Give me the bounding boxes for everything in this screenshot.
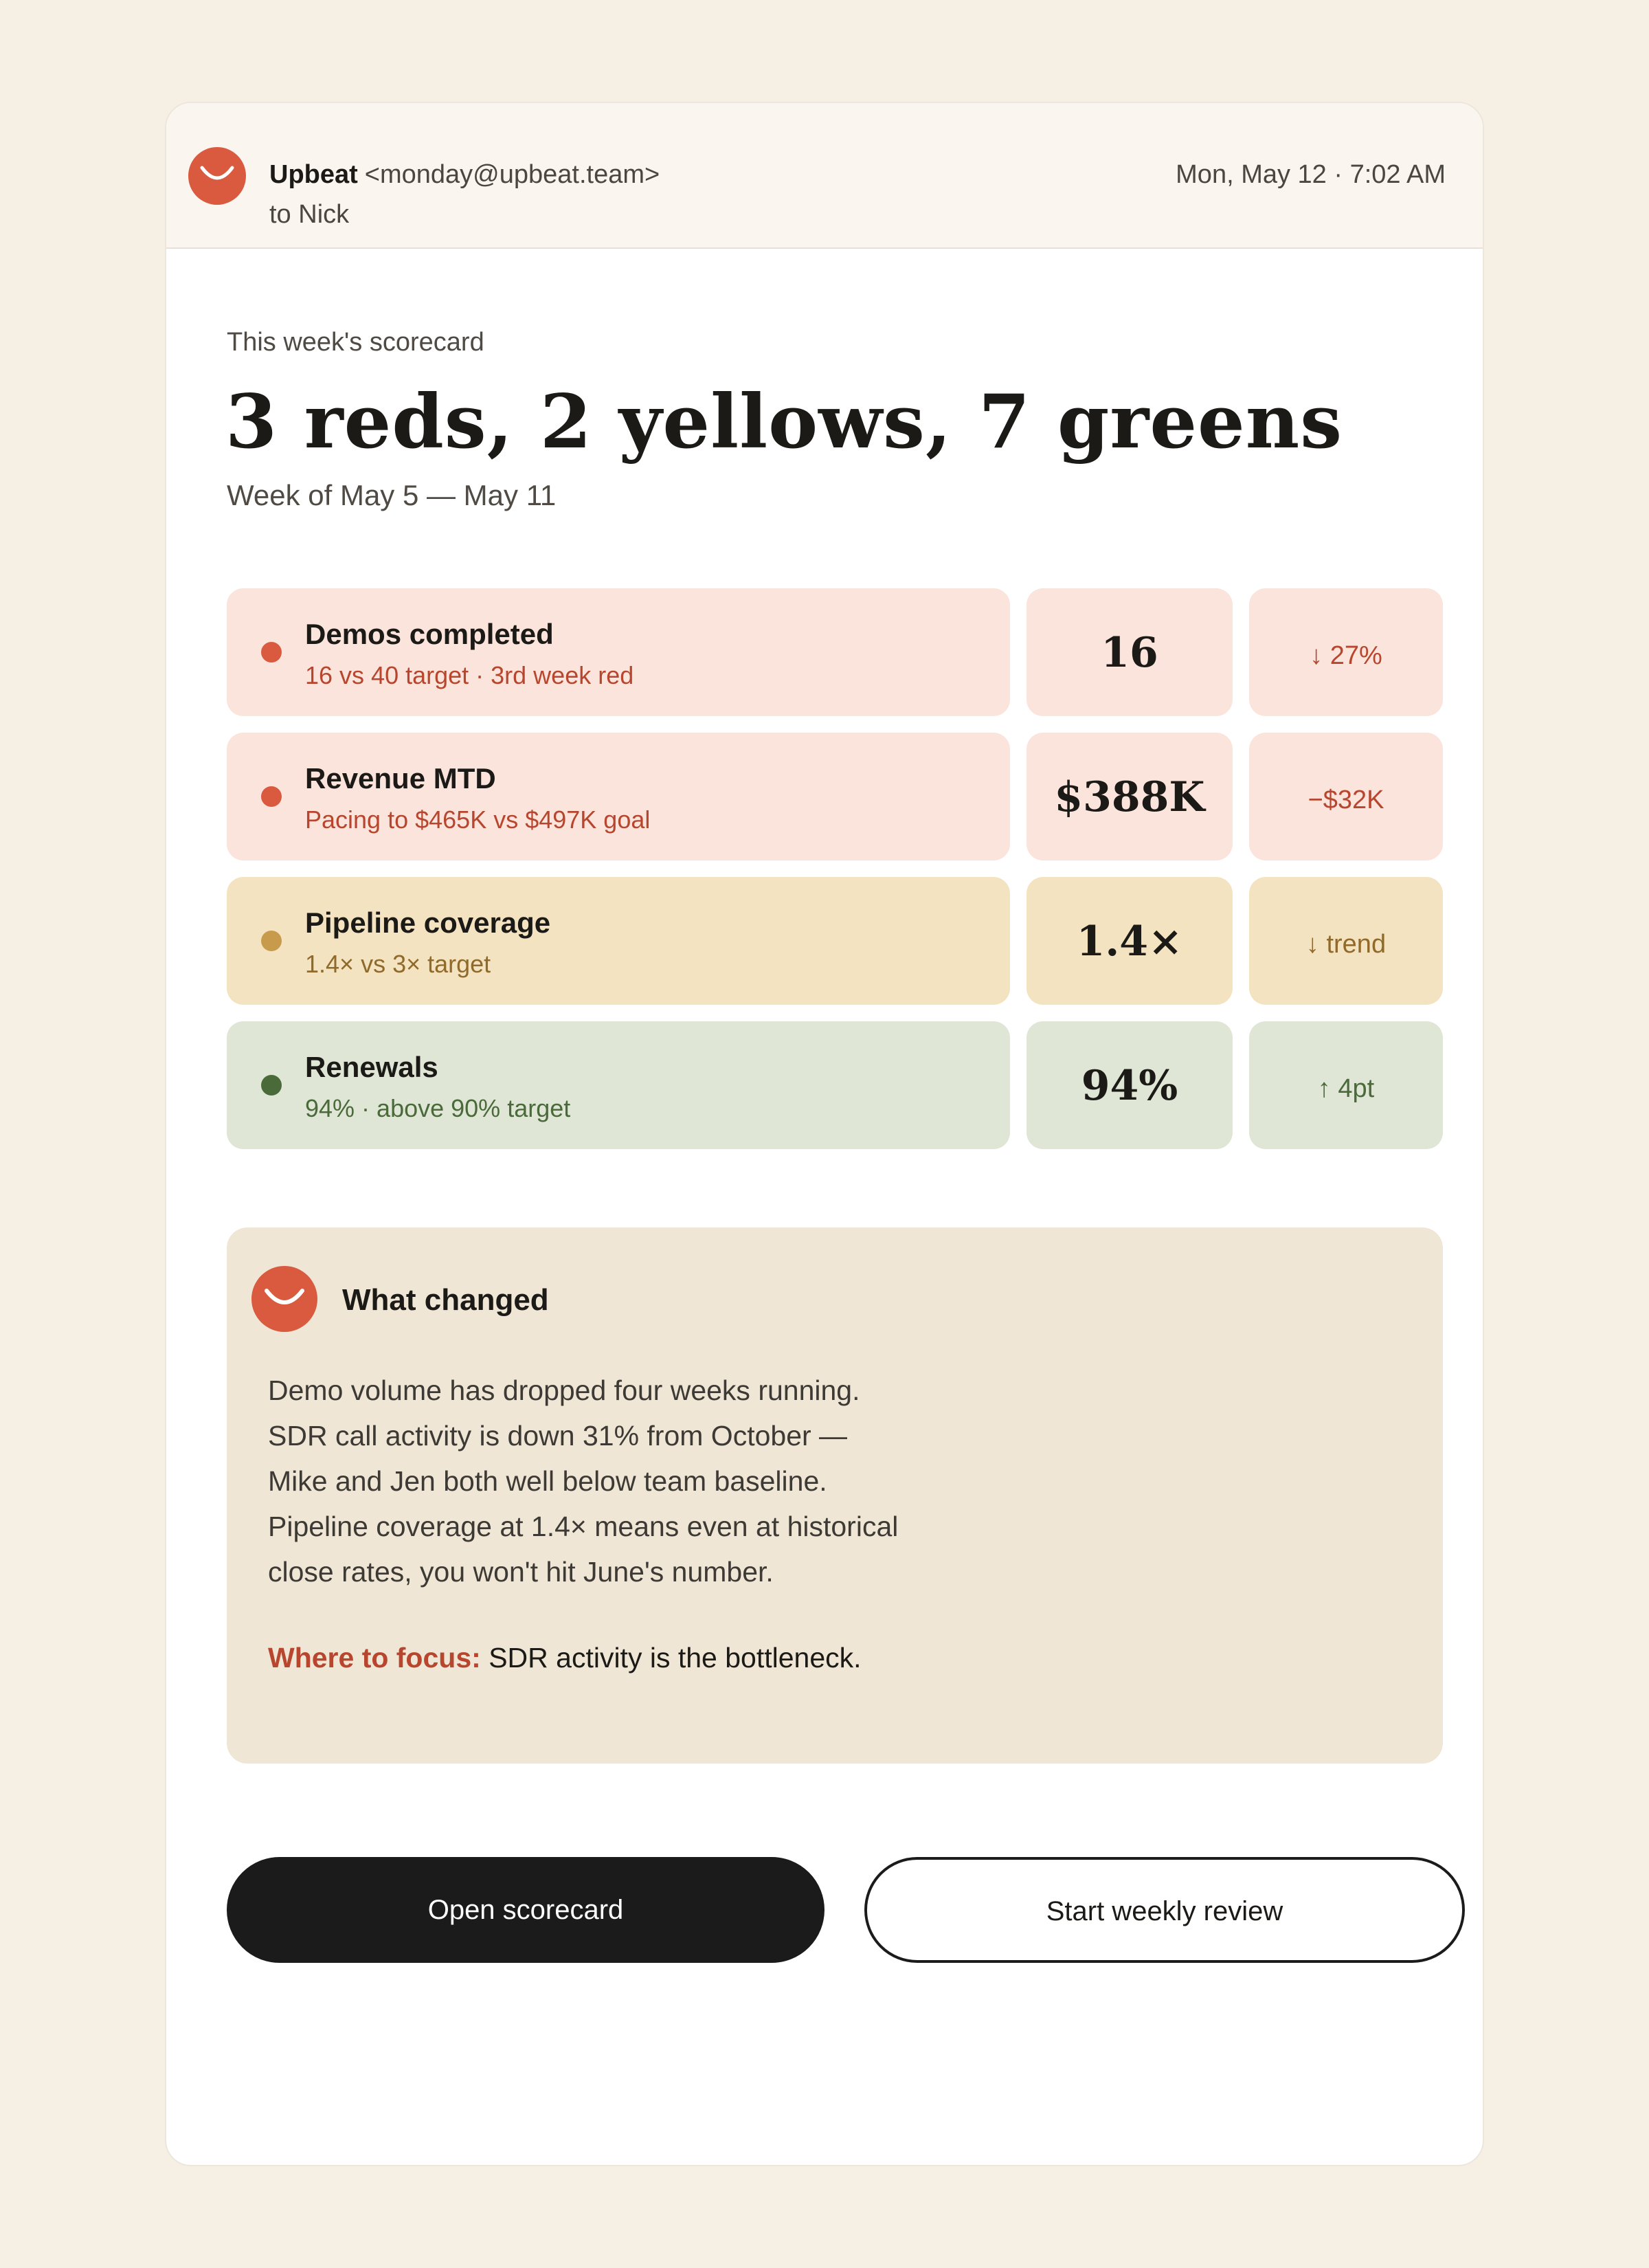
- body-line: close rates, you won't hit June's number.: [268, 1556, 774, 1588]
- metric-detail: Pacing to $465K vs $497K goal: [305, 805, 651, 834]
- metric-value-cell: [1027, 733, 1233, 860]
- what-changed-title: What changed: [342, 1283, 549, 1317]
- metric-delta-cell: [1249, 733, 1443, 860]
- week-range: Week of May 5 — May 11: [227, 479, 557, 511]
- metric-value: 16: [1101, 629, 1158, 677]
- metric-value-cell: [1027, 1021, 1233, 1149]
- start-weekly-review-button[interactable]: Start weekly review: [864, 1857, 1465, 1963]
- status-dot: [261, 1075, 282, 1096]
- status-dot: [261, 931, 282, 951]
- focus-text: SDR activity is the bottleneck.: [480, 1642, 862, 1674]
- page-title: 3 reds, 2 yellows, 7 greens: [225, 379, 1343, 465]
- status-dot: [261, 642, 282, 663]
- recipient: to Nick: [269, 200, 350, 229]
- body-line: Pipeline coverage at 1.4× means even at historical: [268, 1511, 899, 1542]
- metric-label-cell: [227, 733, 1010, 860]
- sender-email: <monday@upbeat.team>: [364, 160, 660, 189]
- sender-line: [269, 158, 660, 191]
- metric-delta: ↓ 27%: [1310, 641, 1382, 670]
- body-line: SDR call activity is down 31% from October —: [268, 1420, 848, 1452]
- metric-name: Renewals: [305, 1051, 438, 1083]
- email-date: Mon, May 12 · 7:02 AM: [1176, 160, 1446, 189]
- metric-value: 1.4×: [1076, 918, 1183, 966]
- what-changed-body: [268, 1368, 898, 1594]
- metric-row-revenue: [227, 733, 1443, 860]
- metric-value: $388K: [1054, 773, 1205, 821]
- metric-label-cell: [227, 877, 1010, 1005]
- metric-label-cell: [227, 588, 1010, 716]
- metric-name: Demos completed: [305, 618, 554, 650]
- metric-row-renewals: [227, 1021, 1443, 1149]
- scorecard-eyebrow: This week's scorecard: [227, 328, 484, 357]
- metric-detail: 16 vs 40 target · 3rd week red: [305, 661, 634, 689]
- metric-delta: ↑ 4pt: [1317, 1074, 1375, 1103]
- focus-callout: [268, 1638, 862, 1677]
- metric-detail: 94% · above 90% target: [305, 1094, 571, 1122]
- metric-delta-cell: [1249, 588, 1443, 716]
- smile-icon: [251, 1266, 317, 1332]
- metric-label-cell: [227, 1021, 1010, 1149]
- status-dot: [261, 786, 282, 807]
- metric-delta: ↓ trend: [1305, 930, 1387, 959]
- metric-value: 94%: [1081, 1062, 1178, 1110]
- metric-row-pipeline: [227, 877, 1443, 1005]
- metric-delta-cell: [1249, 877, 1443, 1005]
- what-changed-panel: [227, 1227, 1443, 1764]
- metric-delta: −$32K: [1308, 786, 1384, 814]
- body-line: Demo volume has dropped four weeks running.: [268, 1375, 860, 1406]
- smile-icon: [188, 147, 246, 205]
- metric-row-demos: [227, 588, 1443, 716]
- email-card: [165, 102, 1484, 2166]
- focus-label: Where to focus:: [268, 1642, 481, 1674]
- metric-name: Revenue MTD: [305, 762, 496, 794]
- metric-detail: 1.4× vs 3× target: [305, 950, 491, 978]
- email-header: [166, 103, 1483, 249]
- open-scorecard-button[interactable]: Open scorecard: [227, 1857, 824, 1963]
- metric-value-cell: [1027, 877, 1233, 1005]
- metric-name: Pipeline coverage: [305, 907, 551, 939]
- sender-name: Upbeat: [269, 160, 358, 189]
- metric-delta-cell: [1249, 1021, 1443, 1149]
- metric-value-cell: [1027, 588, 1233, 716]
- body-line: Mike and Jen both well below team baseline.: [268, 1465, 827, 1497]
